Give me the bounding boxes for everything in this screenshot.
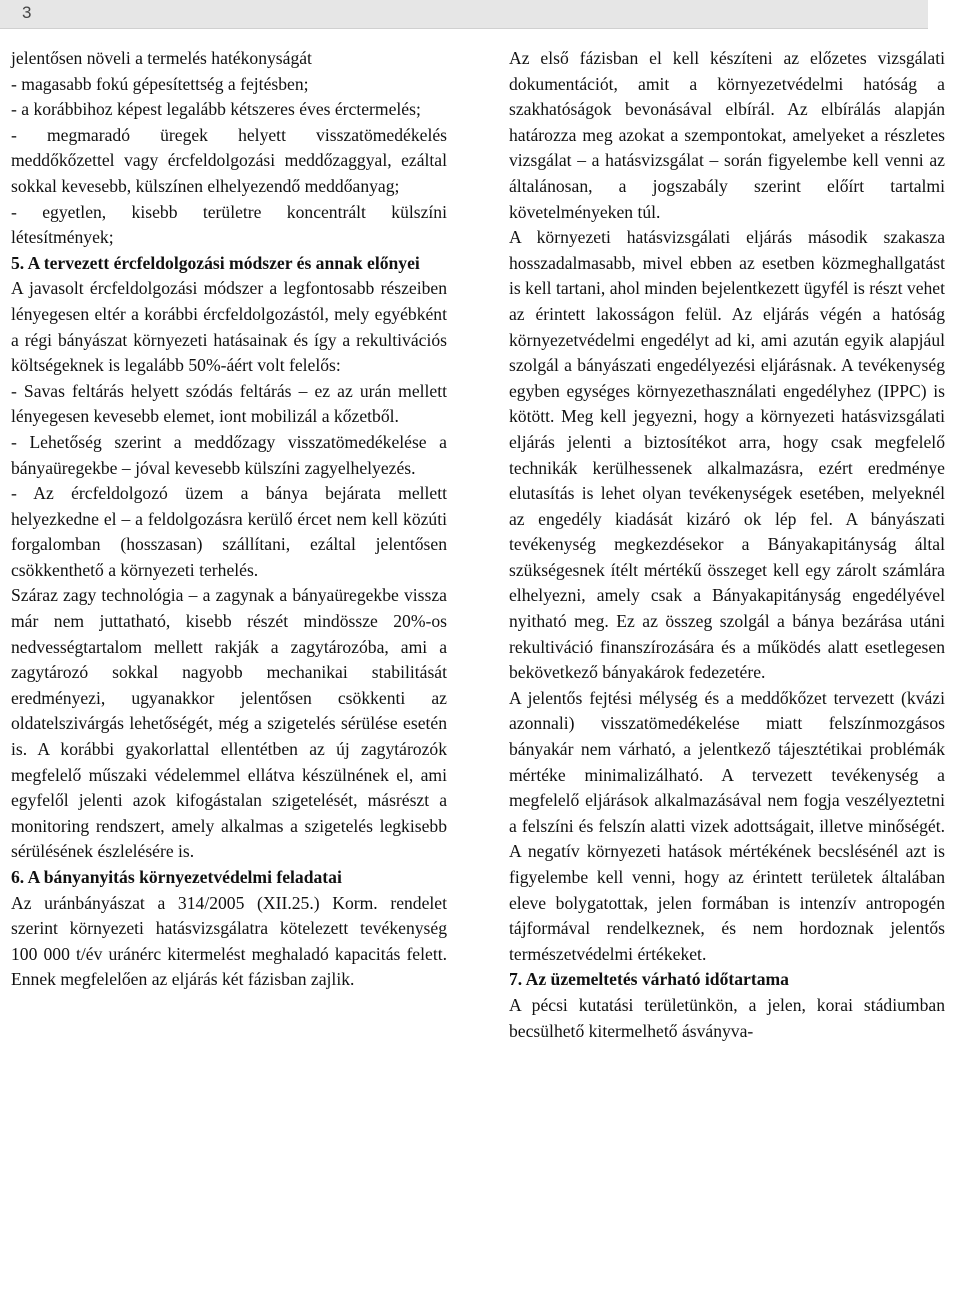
section-heading-5: 5. A tervezett ércfeldolgozási módszer és annak előnyei	[11, 252, 420, 273]
paragraph: A környezeti hatásvizsgálati eljárás második szakasza hosszadalmasabb, mivel ebben az esetben közmeghallgatást is kell tartani, ahol minden bejelentkezett ügyfél is részt vehet az érintett lakosságon felül. Az eljárás végén a hatóság környezetvédelmi engedélyt ad ki, ami azután egyik alapjául szolgál a bányászati engedélyezési eljárásnak. A tevékenység egyben egységes környezethasználati engedélyhez (IPPC) is kötött. Meg kell jegyezni, hogy a környezeti hatásvizsgálati eljárás jelenti a biztosítékot arra, hogy csak megfelelő technikák kerülhessenek alkalmazásra, ezért eredménye elutasítás is lehet olyan tevékenységek esetében, melyeknél az engedély kiadását kizáró ok lép fel. A bányászati tevékenység megkezdésekor a Bányakapitányság által szükségesnek ítélt mértékű összeget kell egy zárolt számlára elhelyezni, amely csak a Bányakapitányság engedélyével nyitható meg. Ez az összeg szolgál a bánya bezárása utáni rekultiváció finanszírozására és a működés alatt esetlegesen bekövetkező bányakárok fedezetére.	[509, 227, 945, 683]
paragraph: Az uránbányászat a 314/2005 (XII.25.) Korm. rendelet szerint környezeti hatásvizsgálatra kötelezett tevékenység 100 000 t/év uránérc kitermelést meghaladó kapacitás felett. Ennek megfelelően az eljárás két fázisban zajlik.	[11, 892, 447, 990]
section-heading-6: 6. A bányanyitás környezetvédelmi feladatai	[11, 867, 342, 887]
paragraph: jelentősen növeli a termelés hatékonyságát	[11, 48, 312, 68]
paragraph: A javasolt ércfeldolgozási módszer a legfontosabb részeiben lényegesen eltér a korábbi ércfeldolgozástól, mely egyébként a régi bányászat környezeti hatásainak és így a rekultivációs költségeknek is legalább 50%-áért volt felelős:	[11, 278, 447, 376]
page-header-bar	[0, 0, 928, 29]
list-item: - Az ércfeldolgozó üzem a bánya bejárata mellett helyezkedne el – a feldolgozásra kerülő ércet nem kell közúti forgalomban (hosszasan) szállítani, ezáltal jelentősen csökkenthető a környezeti terhelés.	[11, 483, 447, 580]
list-item: - egyetlen, kisebb területre koncentrált külszíni létesítmények;	[11, 201, 447, 248]
list-item: - megmaradó üregek helyett visszatömedékelés meddőkőzettel vagy ércfeldolgozási meddőzaggyal, ezáltal sokkal kevesebb, külszínen elhelyezendő meddőanyag;	[11, 124, 447, 196]
paragraph: Száraz zagy technológia – a zagynak a bányaüregekbe vissza már nem juttatható, kisebb részét mindössze 20%-os nedvességtartalom mellett rakják a zagytározóba, ami a zagytározó sokkal nagyobb mechanikai stabilitását eredményezi, ugyanakkor jelentősen csökkenti az oldatelszivárgás lehetőségét, még a szigetelés sérülése esetén is. A korábbi gyakorlattal ellentétben az új zagytározók megfelelő műszaki védelemmel ellátva készülnének el, ami egyfelől jelenti azok kifogástalan szigetelését, másrészt a monitoring rendszert, amely alkalmas a szigetelés legkisebb sérülésének észlelésére is.	[11, 585, 447, 862]
paragraph: A jelentős fejtési mélység és a meddőkőzet tervezett (kvázi azonnali) visszatömedékelése miatt felszínmozgásos bányakár nem várható, a jelentkező tájesztétikai problémák mértéke minimalizálható. A tervezett tevékenység a megfelelő eljárások alkalmazásával nem fogja veszélyeztetni a felszíni és felszín alatti vizek adottságait, illetve minőségét. A negatív környezeti hatások mértékének becslésénél azt is figyelembe kell venni, hogy az érintett területek általában eleve bolygatottak, jelen formában is intenzív antropogén tájformával rendelkeznek, és nem hordoznak jelentős természetvédelmi értékeket.	[509, 687, 945, 964]
left-column	[11, 46, 447, 993]
section-heading-7: 7. Az üzemeltetés várható időtartama	[509, 969, 789, 990]
page-number: 3	[22, 3, 32, 22]
paragraph: A pécsi kutatási területünkön, a jelen, korai stádiumban becsülhető kitermelhető ásványva-	[509, 994, 945, 1041]
list-item: - Lehetőség szerint a meddőzagy visszatömedékelése a bányaüregekbe – jóval kevesebb külszíni zagyelhelyezés.	[11, 431, 447, 478]
list-item: - a korábbihoz képest legalább kétszeres éves érctermelés;	[11, 99, 421, 120]
list-item: - magasabb fokú gépesítettség a fejtésben;	[11, 73, 309, 94]
paragraph: Az első fázisban el kell készíteni az előzetes vizsgálati dokumentációt, amit a környezetvédelmi hatóság a szakhatóságok bevonásával elbírál. Az elbírálás alapján határozza meg azokat a szempontokat, amelyeket a részletes vizsgálat – a hatásvizsgálat – során figyelembe kell venni az általánosan, a jogszabály szerint előírt tartalmi követelményeken túl.	[509, 48, 945, 222]
list-item: - Savas feltárás helyett szódás feltárás – ez az urán mellett lényegesen kevesebb elemet, iont mobilizál a kőzetből.	[11, 380, 447, 427]
right-column	[509, 46, 945, 1044]
